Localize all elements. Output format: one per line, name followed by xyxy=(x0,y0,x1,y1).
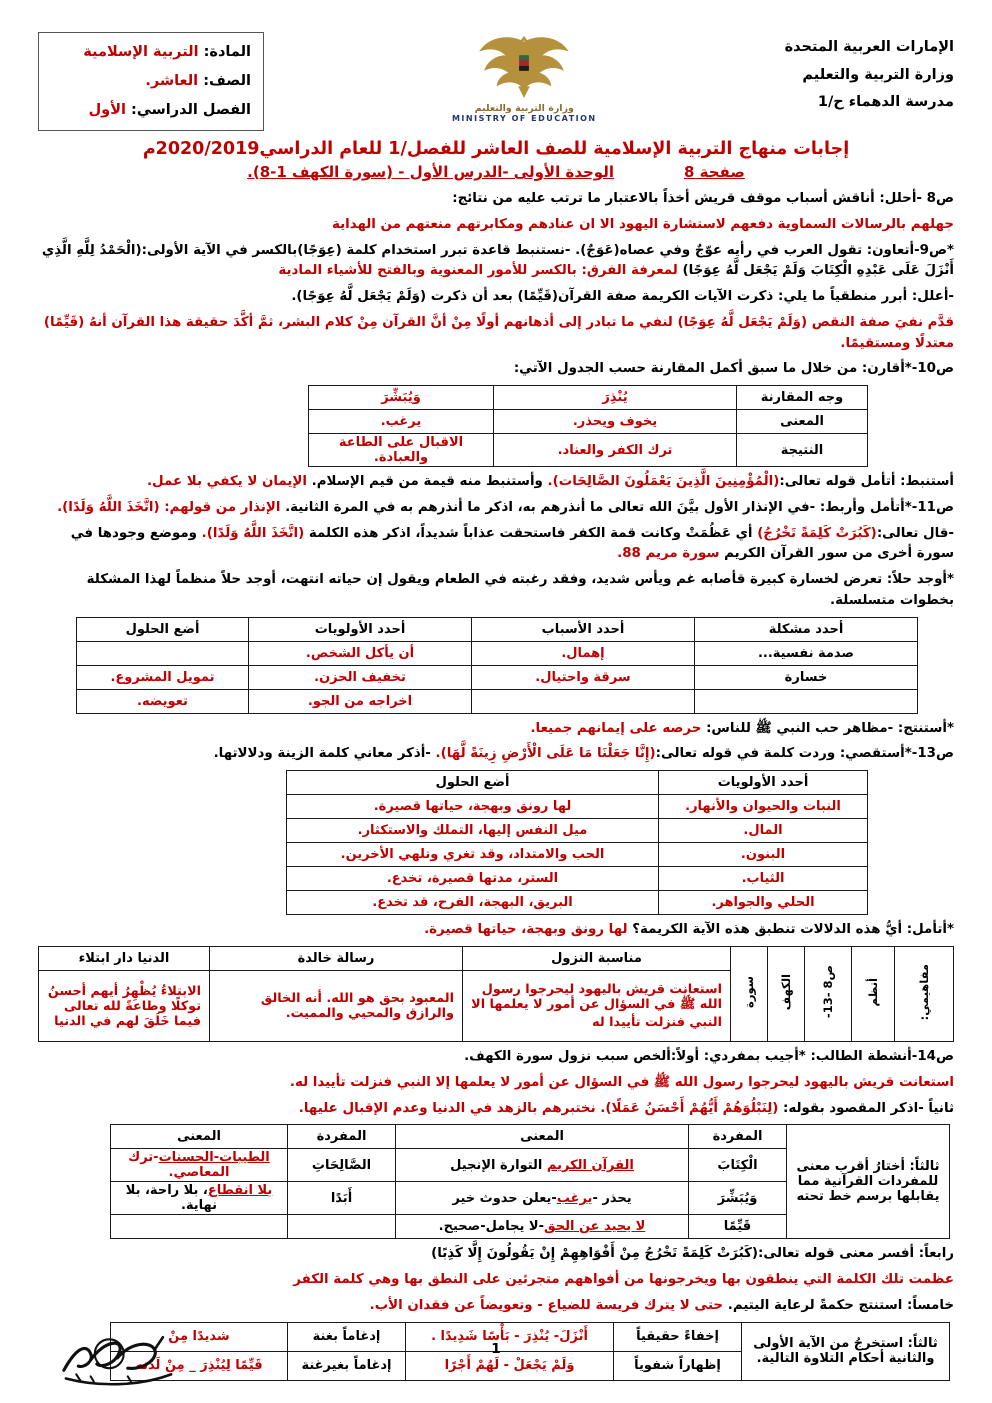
vertical-label: ص8 -13- xyxy=(821,965,835,1019)
answer-segment: (اتَّخَذَ اللَّهُ وَلَدًا). xyxy=(201,525,305,541)
table-cell: يخوف ويحذر. xyxy=(494,410,737,434)
text-segment: أولاً: xyxy=(670,1049,700,1065)
paragraph-q11 xyxy=(38,498,954,519)
quran-segment: (لِنَبْلُوَهُمْ أَيُّهُمْ أَحْسَنُ عَمَلًا). xyxy=(600,1100,779,1116)
other-meaning: يحذر - xyxy=(592,1190,632,1206)
text-segment: *ص9-أتعاون: تقول العرب في رأيه عوّجٌ وفي عصاه(عَوَجٌ). -نستنبط قاعدة تبرر استخدام كلمة (عِوَجًا)بالكسر في الآية الأولى:(الْحَمْدُ لِلَّهِ الَّذِي أَنْزَلَ عَلَى عَبْدِهِ الْكِتَابَ وَلَمْ يَجْعَل لَّهُ عِوَجًا) xyxy=(41,242,954,279)
quran-segment: (الْمُؤْمِنِينَ الَّذِينَ يَعْمَلُونَ الصَّالِحَات). xyxy=(547,474,780,490)
table-cell: الثياب. xyxy=(659,867,868,891)
vertical-label: مفاهيمي: xyxy=(917,963,931,1021)
vocabulary-table xyxy=(110,1124,950,1239)
paragraph-deduce xyxy=(38,472,954,493)
tajweed-instruction-cell: ثالثاً: استخرجُ من الآية الأولى والثانية أحكام التلاوة التالية. xyxy=(742,1322,950,1380)
text-segment: ص11-*أتأمل وأربط: -في الإنذار الأول بيَّنَ الله تعالى ما أنذرهم به، اذكر ما أنذرهم به في المرة الثانية. xyxy=(280,499,954,515)
header-school-block xyxy=(785,30,954,117)
side-cell xyxy=(852,947,895,1042)
other-meaning: التوارة الإنجيل xyxy=(450,1157,547,1173)
answer-segment: الإيمان لا يكفي بلا عمل. xyxy=(146,474,307,490)
paragraph-justify xyxy=(38,287,954,308)
text-segment: ألخص سبب نزول سورة الكهف. xyxy=(464,1049,671,1065)
meaning-cell xyxy=(111,1182,288,1215)
header-cell: أضع الحلول xyxy=(77,617,249,641)
paragraph-q13 xyxy=(38,744,954,765)
row-label-cell: النتيجة xyxy=(737,434,868,467)
table-cell: البنون. xyxy=(659,843,868,867)
country-name: الإمارات العربية المتحدة xyxy=(784,39,954,55)
table-row xyxy=(287,891,868,915)
table-row xyxy=(77,665,918,689)
table-cell: البريق، البهجة، الفرح، قد تخدع. xyxy=(287,891,659,915)
table-cell: تعويضه. xyxy=(77,689,249,713)
text-segment: *أتأمل: أيُّ هذه الدلالات تنطبق هذه الآية الكريمة؟ xyxy=(627,922,954,938)
table-cell: تخفيف الحزن. xyxy=(249,665,472,689)
table-cell: المعبود بحق هو الله. أنه الخالق والرازق والمحيي والمميت. xyxy=(210,971,463,1042)
paragraph-contemplate xyxy=(38,920,954,941)
comparison-table xyxy=(308,385,868,467)
logo-arabic-text: وزارة التربية والتعليم xyxy=(474,103,574,114)
table-cell: الابتلاءُ يُظْهِرُ أيهم أحسنُ توكلًا وطاعةً لله تعالى فيما خَلَقَ لهم في الدنيا xyxy=(39,971,210,1042)
text-segment: ص13-*أستقصي: وردت كلمة في قوله تعالى: xyxy=(655,746,954,762)
word-cell: أَبَدًا xyxy=(288,1182,396,1215)
table-row xyxy=(309,434,868,467)
example-cell: قَيِّمًا لِيُنْذِرَ _ مِنْ لَدُنه xyxy=(111,1351,288,1380)
subject-value: التربية الإسلامية xyxy=(83,44,199,60)
header-cell: المعنى xyxy=(111,1125,288,1149)
table-cell: يرغب. xyxy=(309,410,494,434)
table-cell: اخراجه من الجو. xyxy=(249,689,472,713)
paragraph-q8-answer xyxy=(38,215,954,236)
header-cell: مناسبة النزول xyxy=(463,947,731,971)
table-cell: سرقة واحتيال. xyxy=(472,665,695,689)
grade-value: العاشر. xyxy=(145,73,199,89)
side-cell xyxy=(731,947,768,1042)
text-segment: ص8 -أحلل: أناقش أسباب موقف قريش أخذاً بالاعتبار ما ترتب عليه من نتائج: xyxy=(452,191,954,206)
example-cell: أَنْزَلَ- يُنْذِرَ - بَأْسًا شَدِيدًا . xyxy=(406,1322,614,1351)
document-title: إجابات منهاج التربية الإسلامية للصف العاشر للفصل/1 للعام الدراسي2020/2019م xyxy=(142,139,850,159)
answer-segment: سورة مريم 88. xyxy=(617,546,720,562)
page-number: 1 xyxy=(491,1341,501,1357)
subject-label: المادة: xyxy=(203,44,251,60)
table-cell: لها رونق وبهجة، حياتها قصيرة. xyxy=(287,795,659,819)
table-cell: الستر، مدتها قصيرة، تخدع. xyxy=(287,867,659,891)
text-segment: ص10-*أقارن: من خلال ما سبق أكمل المقارنة حسب الجدول الآتي: xyxy=(513,361,954,377)
table-row xyxy=(287,819,868,843)
concepts-organizer-table xyxy=(38,946,954,1042)
text-segment: وموضع وجودها في سورة أخرى من سور القرآن الكريم xyxy=(70,525,954,562)
meaning-cell xyxy=(396,1182,689,1215)
text-segment: -قال تعالى: xyxy=(876,525,954,541)
table-row xyxy=(287,843,868,867)
header-cell: وجه المقارنة xyxy=(737,386,868,410)
side-cell xyxy=(805,947,852,1042)
rule-cell: إظهاراً شفوياً xyxy=(614,1351,742,1380)
table-row xyxy=(287,867,868,891)
uae-falcon-emblem-icon xyxy=(472,30,576,98)
rule-cell: إدغاماً بغنة xyxy=(288,1322,406,1351)
paragraph-fourth xyxy=(38,1244,954,1265)
table-cell xyxy=(472,689,695,713)
signature-stamp xyxy=(55,1329,180,1395)
header-cell: أحدد الأسباب xyxy=(472,617,695,641)
paragraph-kaburat xyxy=(38,524,954,566)
text-segment: ص14-أنشطة الطالب: *أجيب بمفردي: xyxy=(699,1049,954,1065)
answer-segment: عظمت تلك الكلمة التي ينطقون بها ويخرجونها من أفواههم متجرئين على النطق بها وهي كلمة الكفر xyxy=(293,1272,954,1288)
school-name: مدرسة الدهماء ح/1 xyxy=(817,94,954,111)
grade-field xyxy=(51,67,251,96)
empty-cell xyxy=(111,1215,288,1239)
chosen-meaning: يرغب xyxy=(556,1190,593,1206)
text-segment: -أعلل: أبرر منطقياً ما يلي: ذكرت الآيات الكريمة صفة القرآن(قَيِّمًا) بعد أن ذكرت (وَلَمْ يَجْعَل لَّهُ عِوَجًا). xyxy=(291,289,954,305)
word-cell: الْكِتَابَ xyxy=(689,1149,787,1182)
paragraph-find-solution xyxy=(38,570,954,612)
table-cell: إهمال. xyxy=(472,641,695,665)
paragraph-q8-analyze xyxy=(38,189,954,210)
quran-segment: (إِنَّا جَعَلْنَا مَا عَلَى الْأَرْضِ زِينَةً لَّهَا). xyxy=(435,746,656,762)
table-cell xyxy=(695,689,918,713)
table-cell: تمويل المشروع. xyxy=(77,665,249,689)
vertical-label: أنظم xyxy=(866,977,880,1007)
text-segment: أستنبط: أتأمل قوله تعالى: xyxy=(779,474,954,490)
vocab-instruction-cell: ثالثاً: أختارُ أقرب معنى للمفردات القرآنية مما يقابلها برسم خط تحته xyxy=(787,1125,950,1239)
paragraph-q9-cooperate xyxy=(38,241,954,283)
empty-cell xyxy=(288,1215,396,1239)
paragraph-justify-answer xyxy=(38,313,954,355)
answer-segment: حرصه على إيمانهم جميعا. xyxy=(530,720,702,736)
side-cell xyxy=(895,947,954,1042)
table-row xyxy=(39,947,954,971)
header-cell: أضع الحلول xyxy=(287,771,659,795)
table-cell: استعانت قريش باليهود ليحرجوا رسول الله ﷺ في السؤال عن أمور لا يعلمها الا النبي فنزلت تأييدا له xyxy=(463,971,731,1042)
text-segment: أي عَظُمَتْ وكانت قمة الكفر فاستحقت عذاباً شديداً، اذكر هذه الكلمة xyxy=(304,525,758,541)
answer-segment: قدَّم نفيَ صفة النقص (وَلَمْ يَجْعَل لَّهُ عِوَجًا) لنفي ما تبادر إلى أذهانهم أولًا مِنْ أنَّ القرآن مِنْ كلام البشر، ثمَّ أكَّدَ حقيقة هذا القرآن أنهُ (قَيِّمًا) معتدلًا ومستقيمًا. xyxy=(43,314,954,351)
subtitle-page: صفحة 8 xyxy=(683,163,745,181)
text-segment: رابعاً: أفسر معنى قوله تعالى:(كَبُرَتْ كَلِمَةً تَخْرُجُ مِنْ أَفْوَاهِهِمْ إِنْ يَقُولُونَ إِلَّا كَذِبًا) xyxy=(431,1246,954,1262)
chosen-meaning: بلا انقطاع xyxy=(207,1183,273,1199)
logo-english-text: MINISTRY OF EDUCATION xyxy=(451,114,597,123)
table-cell: النبات والحيوان والأنهار. xyxy=(659,795,868,819)
header-cell: أحدد الأولويات xyxy=(249,617,472,641)
answer-segment: نختبرهم بالزهد في الدنيا وعدم الإقبال عليها. xyxy=(298,1100,601,1116)
paragraph-fourth-answer xyxy=(38,1270,954,1291)
chosen-meaning: القرآن الكريم xyxy=(546,1157,634,1173)
quran-segment: (كَبُرَتْ كَلِمَةً تَخْرُجُ) xyxy=(757,525,877,541)
problem-solving-table xyxy=(76,617,918,714)
table-row xyxy=(309,410,868,434)
paragraph-nuzul-answer xyxy=(38,1073,954,1094)
chosen-meaning: الطيبات-الحسنات xyxy=(158,1150,270,1166)
subject-field xyxy=(51,38,251,67)
word-cell: قَيِّمًا xyxy=(689,1215,787,1239)
text-segment: ثانياً -اذكر المقصود بقوله: xyxy=(778,1100,954,1116)
header-cell: المفردة xyxy=(288,1125,396,1149)
header-subject-block xyxy=(38,32,264,131)
table-row xyxy=(287,795,868,819)
answer-segment: الإنذار من قولهم: (اتَّخَذَ اللَّهُ وَلَدًا). xyxy=(57,499,281,515)
paragraph-q10-compare xyxy=(38,359,954,380)
other-meaning: ، بلا راحة، بلا نهاية. xyxy=(125,1183,218,1214)
meaning-cell xyxy=(396,1215,689,1239)
answer-segment: جهلهم بالرسالات السماوية دفعهم لاستشارة اليهود الا ان عنادهم ومكابرتهم منعتهم من الهداية xyxy=(331,216,954,232)
table-cell: الحلي والجواهر. xyxy=(659,891,868,915)
other-meaning: -ترك المعاصي. xyxy=(128,1150,230,1181)
header-cell: وَيُبَشِّرَ xyxy=(309,386,494,410)
term-value: الأول xyxy=(88,102,126,118)
example-cell: شديدًا مِنْ xyxy=(111,1322,288,1351)
rule-cell: إخفاءً حقيقياً xyxy=(614,1322,742,1351)
paragraph-conclude xyxy=(38,719,954,740)
header-cell: المعنى xyxy=(396,1125,689,1149)
paragraph-second-question xyxy=(38,1099,954,1120)
answer-segment: استعانت قريش باليهود ليحرجوا رسول الله ﷺ في السؤال عن أمور لا يعلمها إلا النبي فنزلت تأييدا له. xyxy=(289,1074,954,1090)
table-row xyxy=(111,1125,950,1149)
table-cell: صدمة نفسية... xyxy=(695,641,918,665)
chosen-meaning: لا يحيد عن الحق xyxy=(544,1219,646,1235)
table-row xyxy=(309,386,868,410)
example-cell: وَلَمْ يَجْعَلْ - لَهُمْ أَجْرًا xyxy=(406,1351,614,1380)
header-cell: يُنْذِرَ xyxy=(494,386,737,410)
answer-segment: لها رونق وبهجة، حياتها قصيرة. xyxy=(424,922,628,938)
text-segment: -أذكر معاني كلمة الزينة ودلالاتها. xyxy=(213,746,436,762)
meaning-cell xyxy=(396,1149,689,1182)
table-cell: الاقبال على الطاعة والعبادة. xyxy=(309,434,494,467)
table-cell: خسارة xyxy=(695,665,918,689)
rule-cell: إدغاماً بغيرغنة xyxy=(288,1351,406,1380)
table-cell: ترك الكفر والعناد. xyxy=(494,434,737,467)
term-field xyxy=(51,96,251,125)
table-cell: المال. xyxy=(659,819,868,843)
vertical-label: الكهف xyxy=(779,973,793,1011)
grade-label: الصف: xyxy=(203,73,251,89)
header-cell: رسالة خالدة xyxy=(210,947,463,971)
subtitle-lesson: الوحدة الأولى -الدرس الأول - (سورة الكهف 1-8). xyxy=(247,163,614,181)
text-segment: *أوجد حلاً: تعرض لخسارة كبيرة قأصابه غم ويأس شديد، وفقد رغبته في الطعام ويقول إن حياته انتهت، أوجد حلاً منظماً لهذا المشكلة بخطوات متسلسلة. xyxy=(86,572,954,608)
row-label-cell: المعنى xyxy=(737,410,868,434)
table-cell xyxy=(77,641,249,665)
vertical-label: سورة xyxy=(742,976,756,1008)
table-cell: الحب والامتداد، وقد تغري وتلهي الأخرين. xyxy=(287,843,659,867)
meaning-cell xyxy=(111,1149,288,1182)
other-meaning: -يعلن حدوث خير xyxy=(452,1190,557,1206)
table-cell: أن يأكل الشخص. xyxy=(249,641,472,665)
text-segment: *أستنتج: -مظاهر حب النبي ﷺ للناس: xyxy=(701,720,954,736)
text-segment: وأستنبط منه قيمة من قيم الإسلام. xyxy=(306,474,548,490)
header-cell: أحدد الأولويات xyxy=(659,771,868,795)
ministry-name: وزارة التربية والتعليم xyxy=(802,66,954,83)
paragraph-fifth xyxy=(38,1296,954,1317)
answer-segment: لمعرفة الفرق: بالكسر للأمور المعنوية وبالفتح للأشياء المادية xyxy=(278,263,678,279)
header-cell: أحدد مشكلة xyxy=(695,617,918,641)
table-row xyxy=(77,617,918,641)
ministry-logo xyxy=(439,30,609,123)
table-row xyxy=(77,641,918,665)
term-label: الفصل الدراسي: xyxy=(131,102,251,118)
word-cell: وَيُبَشِّرَ xyxy=(689,1182,787,1215)
table-row xyxy=(77,689,918,713)
table-cell: ميل النفس إليها، التملك والاستكثار. xyxy=(287,819,659,843)
paragraph-q14-activities xyxy=(38,1047,954,1068)
table-row xyxy=(287,771,868,795)
text-segment: خامساً: استنتج حكمةً لرعاية اليتيم. xyxy=(723,1297,954,1313)
zeenah-meanings-table xyxy=(286,770,868,915)
word-cell: الصَّالِحَاتِ xyxy=(288,1149,396,1182)
other-meaning: -لا يجامل-صحيح. xyxy=(438,1219,544,1235)
header-cell: المفردة xyxy=(689,1125,787,1149)
answer-segment: حتى لا يترك فريسة للضياع - وتعويضاً عن فقدان الأب. xyxy=(369,1297,724,1313)
side-cell xyxy=(768,947,805,1042)
document-subtitle xyxy=(38,163,954,181)
header-cell: الدنيا دار ابتلاء xyxy=(39,947,210,971)
page-header xyxy=(38,30,954,131)
